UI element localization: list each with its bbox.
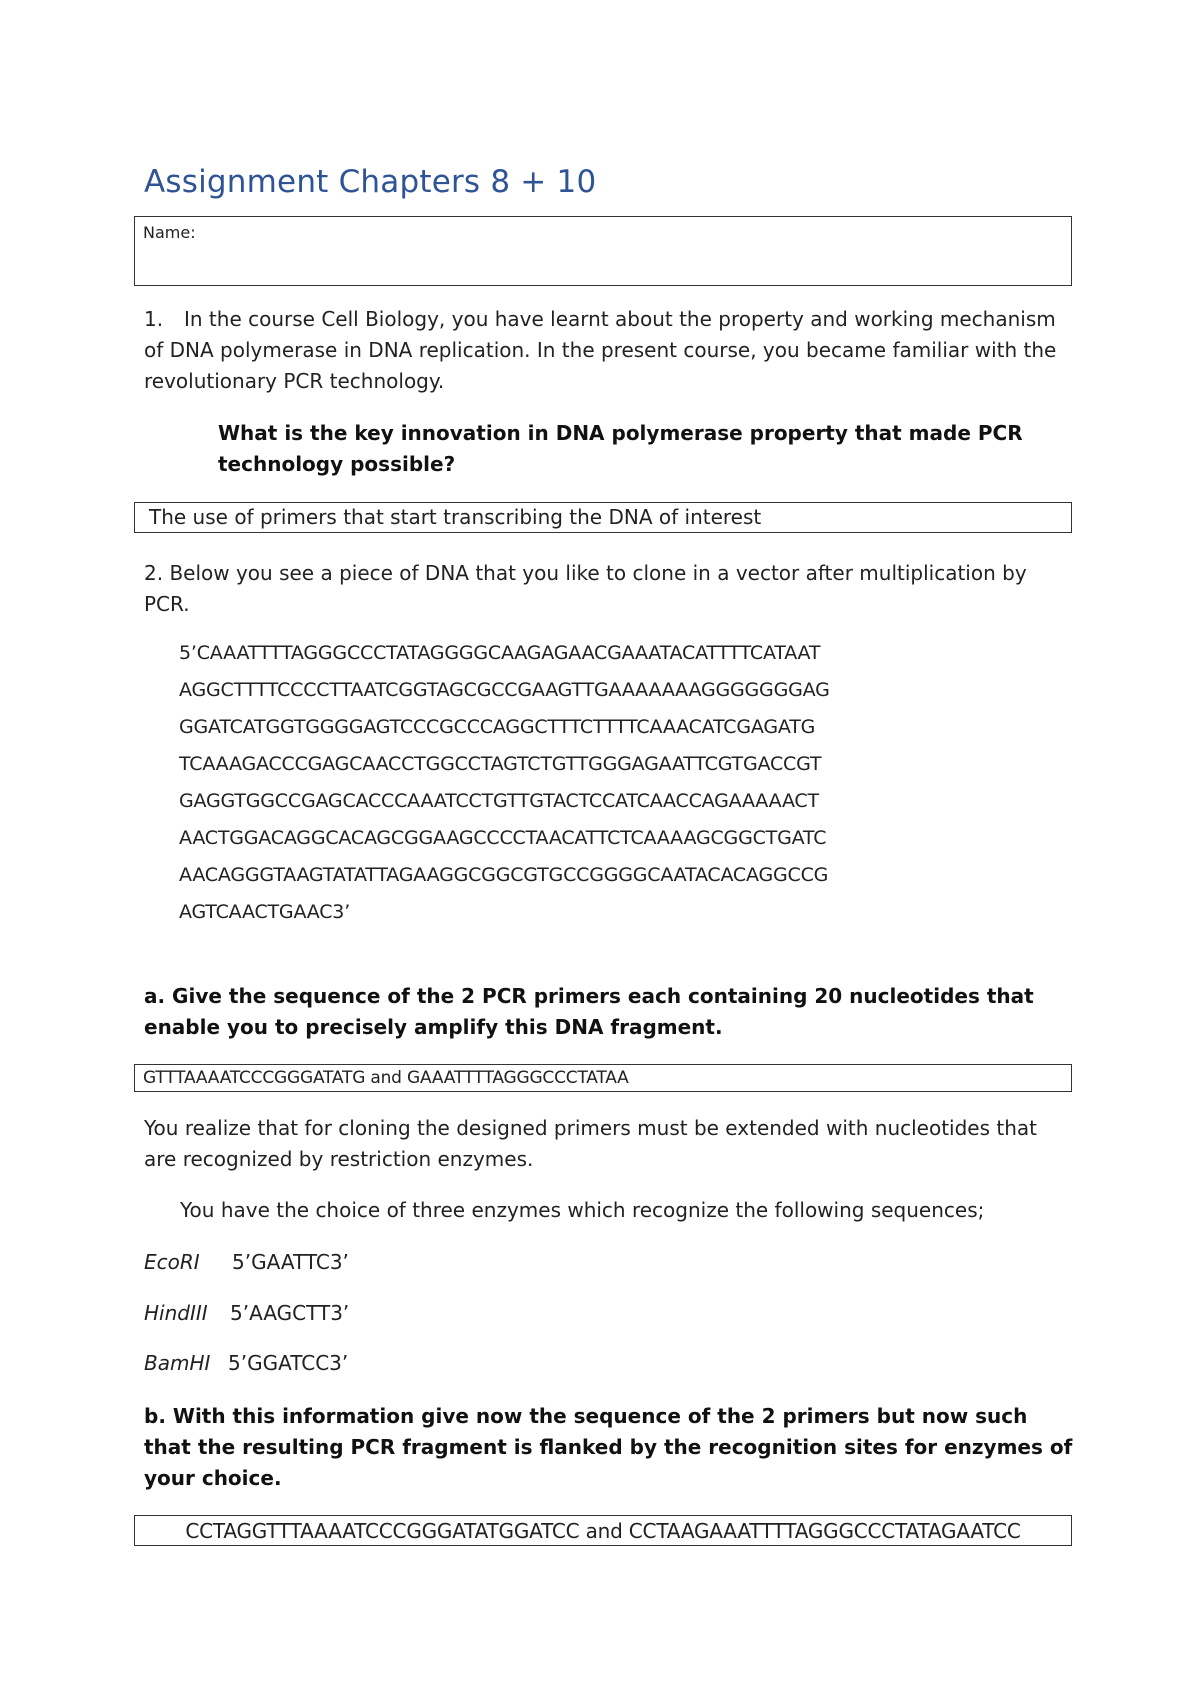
question-2a-prompt: a. Give the sequence of the 2 PCR primers each containing 20 nucleotides that enable you to precisely amplify this DNA fragment. <box>144 984 1034 1039</box>
question-2b-prompt: b. With this information give now the sequence of the 2 primers but now such that the resulting PCR fragment is flanked by the recognition sites for enzymes of your choice. <box>144 1404 1073 1490</box>
dna-sequence-line: GGATCATGGTGGGGAGTCCCGCCCAGGCTTTCTTTTCAAACATCGAGATG <box>179 716 816 738</box>
dna-sequence-line: AACAGGGTAAGTATATTAGAAGGCGGCGTGCCGGGGCAATACACAGGCCG <box>179 864 829 886</box>
enzyme-row <box>144 1250 349 1274</box>
question-1-prompt: What is the key innovation in DNA polymerase property that made PCR technology possible? <box>218 421 1023 476</box>
enzyme-site: 5’AAGCTT3’ <box>230 1301 350 1325</box>
restriction-intro-text: You realize that for cloning the designed primers must be extended with nucleotides that are recognized by restriction enzymes. <box>144 1116 1037 1171</box>
dna-sequence-line: TCAAAGACCCGAGCAACCTGGCCTAGTCTGTTGGGAGAATTCGTGACCGT <box>179 753 822 775</box>
enzyme-name: HindIII <box>144 1301 208 1325</box>
enzyme-name: EcoRI <box>144 1250 200 1274</box>
enzyme-row <box>144 1301 349 1325</box>
enzyme-site: 5’GGATCC3’ <box>228 1351 349 1375</box>
answer-2a-box[interactable] <box>134 1064 1072 1092</box>
dna-sequence-line: 5’CAAATTTTAGGGCCCTATAGGGGCAAGAGAACGAAATACATTTTCATAAT <box>179 642 821 664</box>
question-1-number: 1. <box>144 307 164 331</box>
answer-2b-text: CCTAGGTTTAAAATCCCGGGATATGGATCC and CCTAAGAAATTTTAGGGCCCTATAGAATCC <box>185 1519 1021 1543</box>
dna-sequence-line: AACTGGACAGGCACAGCGGAAGCCCCTAACATTCTCAAAAGCGGCTGATC <box>179 827 827 849</box>
question-2-intro: 2. Below you see a piece of DNA that you like to clone in a vector after multiplication by PCR. <box>144 561 1027 616</box>
enzyme-row <box>144 1351 348 1375</box>
page-title: Assignment Chapters 8 + 10 <box>144 164 597 200</box>
dna-sequence-line: GAGGTGGCCGAGCACCCAAATCCTGTTGTACTCCATCAACCAGAAAAACT <box>179 790 819 812</box>
enzyme-site: 5’GAATTC3’ <box>232 1250 349 1274</box>
question-1-body: In the course Cell Biology, you have learnt about the property and working mechanism of DNA polymerase in DNA replication. In the present course, you became familiar with the revolutionary PCR technology. <box>144 307 1057 393</box>
answer-1-text: The use of primers that start transcribing the DNA of interest <box>149 505 762 529</box>
answer-2a-text: GTTTAAAATCCCGGGATATG and GAAATTTTAGGGCCCTATAA <box>143 1068 629 1088</box>
name-label: Name: <box>143 223 196 242</box>
answer-1-box[interactable] <box>134 502 1072 533</box>
name-field[interactable] <box>134 216 1072 286</box>
answer-2b-box[interactable] <box>134 1515 1072 1546</box>
dna-sequence-line: AGTCAACTGAAC3’ <box>179 901 351 923</box>
dna-sequence-line: AGGCTTTTCCCCTTAATCGGTAGCGCCGAAGTTGAAAAAAAGGGGGGGAG <box>179 679 830 701</box>
question-1-text <box>144 304 1074 397</box>
enzyme-name: BamHI <box>144 1351 211 1375</box>
enzyme-choice-text: You have the choice of three enzymes which recognize the following sequences; <box>180 1198 985 1222</box>
